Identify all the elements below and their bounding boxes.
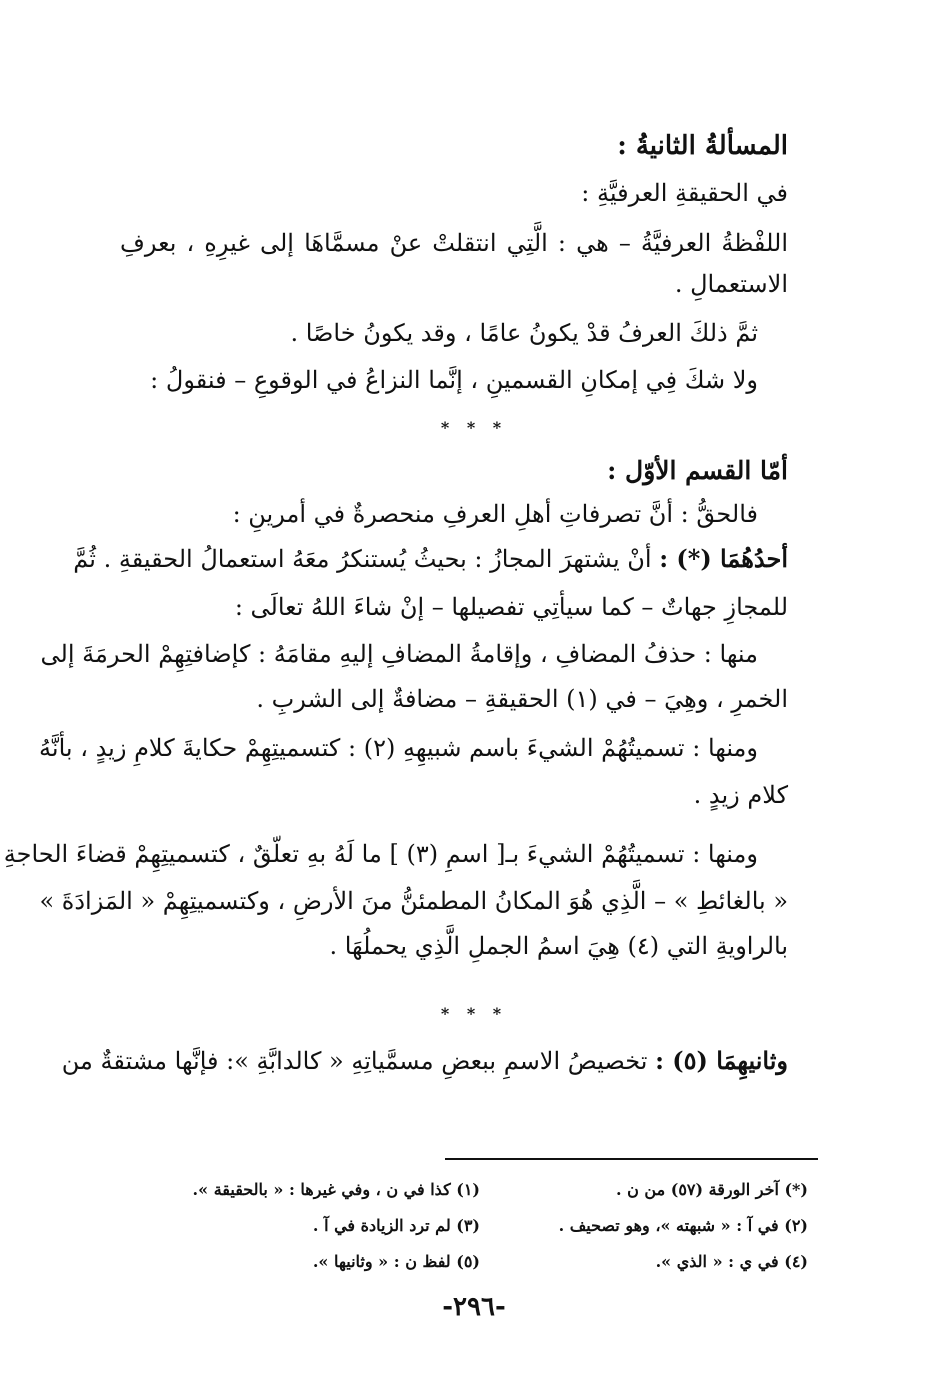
paragraph-line: فالحقُّ : أنَّ تصرفاتِ أهلِ العرفِ منحصرةٌ في أمرينِ : <box>232 500 758 528</box>
paragraph-line: الاستعمالِ . <box>674 270 788 298</box>
paragraph-line <box>73 541 788 577</box>
paragraph-line: اللفْظةُ العرفيَّةُ – هي : الَّتِي انتقلتْ عنْ مسمَّاهَا إلى غيرِهِ ، بعرفِ <box>120 229 788 257</box>
paragraph-line <box>61 1043 788 1079</box>
paragraph-line: ومنها : تسميتُهُمْ الشيءَ باسم شبيهِهِ (٢) : كتسميتِهِمْ حكايةَ كلامِ زيدٍ ، بأنَّهُ <box>39 734 758 762</box>
subheading: في الحقيقةِ العرفيَّةِ : <box>581 179 788 207</box>
footnote: (٢) في آ : « شبهته »، وهو تصحيف . <box>558 1216 808 1235</box>
footnote: (٥) لفظ ن : « وثانيها ». <box>312 1252 480 1271</box>
page-number: -٢٩٦- <box>442 1292 506 1322</box>
footnote: (*) آخر الورقة (٥٧) من ن . <box>615 1180 808 1199</box>
paragraph-line: ولا شكَ فِي إمكانِ القسمينِ ، إنَّما النزاعُ في الوقوعِ – فنقولُ : <box>150 366 758 394</box>
footnote-separator <box>445 1158 818 1160</box>
term-label: وثانيهِمَا (٥) : <box>655 1046 788 1075</box>
paragraph-line: ومنها : تسميتُهُمْ الشيءَ بـ[ اسمِ (٣) ] ما لَهُ بهِ تعلّقٌ ، كتسميتِهِمْ قضاءَ الحاجةِ <box>3 840 758 868</box>
paragraph-line: بالراويةِ التي (٤) هِيَ اسمُ الجملِ الَّذِي يحملُهَا . <box>329 932 788 960</box>
paragraph-line: ثمَّ ذلكَ العرفُ قدْ يكونُ عامًا ، وقد يكونُ خاصًا . <box>290 319 758 347</box>
paragraph-line: للمجازِ جهاتٌ – كما سيأتِي تفصيلها – إنْ شاءَ اللهُ تعالَى : <box>234 593 788 621</box>
paragraph-line: الخمرِ ، وهِيَ – في (١) الحقيقةِ – مضافةٌ إلى الشربِ . <box>256 685 788 713</box>
term-label: أحدُهُمَا (*) : <box>659 544 788 573</box>
footnote: (٣) لم ترد الزيادة في آ . <box>312 1216 480 1235</box>
paragraph-line: كلام زيدٍ . <box>693 781 788 809</box>
paragraph-line: منها : حذفُ المضافِ ، وإقامةُ المضافِ إليهِ مقامَهُ : كإضافتِهِمْ الحرمَةَ إلى <box>40 640 758 668</box>
section-title: المسألةُ الثانيةُ : <box>617 131 788 161</box>
paragraph-line: « بالغائطِ » – الَّذِي هُوَ المكانُ المطمئنُّ منَ الأرضِ ، وكتسميتِهِمْ « المَزادَةَ » <box>39 887 788 915</box>
footnote: (٤) في ي : « الذي ». <box>655 1252 808 1271</box>
section-separator: * * * <box>440 1004 508 1023</box>
footnote: (١) كذا في ن ، وفي غيرها : « بالحقيقة ». <box>192 1180 480 1199</box>
paragraph-text: تخصيصُ الاسمِ ببعضِ مسمَّياتِهِ « كالدابَّةِ »: فإنَّها مشتقةٌ من <box>61 1047 648 1075</box>
section-separator: * * * <box>440 418 508 437</box>
section-heading: أمّا القسم الأوّل : <box>607 456 788 485</box>
paragraph-text: أنْ يشتهرَ المجازُ : بحيثُ يُستنكرُ معَهُ استعمالُ الحقيقةِ . ثُمَّ <box>73 545 652 573</box>
